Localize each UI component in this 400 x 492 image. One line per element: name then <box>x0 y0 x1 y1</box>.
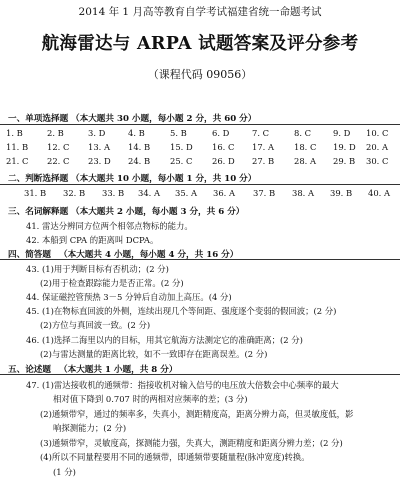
divider <box>0 184 400 185</box>
section-name: 五、论述题 <box>8 365 51 375</box>
section-note: （本大题共 1 小题，共 8 分） <box>59 365 178 375</box>
answer-cell: 26. D <box>212 156 235 166</box>
answer-cell: 27. B <box>252 156 275 166</box>
answer-cell: 13. A <box>88 142 111 152</box>
answer-cell: 9. D <box>333 128 351 138</box>
mc-answer-row <box>4 142 396 156</box>
answer-cell: 12. C <box>47 142 70 152</box>
answer-line: 47. (1)雷达接收机的通频带：指接收机对输入信号的电压放大倍数会中心频率的最大 <box>26 380 339 390</box>
document-title: 航海雷达与 ARPA 试题答案及评分参考 <box>41 34 359 54</box>
section-name: 四、简答题 <box>8 250 51 260</box>
answer-cell: 10. C <box>366 128 389 138</box>
answer-cell: 35. A <box>175 188 198 198</box>
section-definitions-heading <box>8 205 244 217</box>
answer-cell: 28. A <box>294 156 317 166</box>
section-note: （本大题共 10 小题，每小题 1 分，共 10 分） <box>71 174 257 184</box>
answer-line: (1 分) <box>53 467 76 477</box>
section-note: （本大题共 30 小题，每小题 2 分，共 60 分） <box>71 114 257 124</box>
answer-cell: 19. D <box>333 142 356 152</box>
answer-cell: 18. C <box>294 142 317 152</box>
answer-cell: 20. A <box>366 142 389 152</box>
answer-cell: 39. B <box>330 188 353 198</box>
answer-cell: 33. B <box>102 188 125 198</box>
answer-line: 43. (1)用于判断目标有否机动；(2 分) <box>26 264 169 274</box>
answer-line: 45. (1)在物标直回波的外侧，连续出现几个等间距、强度逐个变弱的假回波；(2 分) <box>26 306 337 316</box>
answer-cell: 23. D <box>88 156 111 166</box>
answer-line: 41. 雷达分辨同方位两个相邻点物标的能力。 <box>26 221 193 231</box>
section-name: 三、名词解释题 <box>8 207 69 217</box>
section-multiple-choice-heading <box>8 112 256 124</box>
answer-cell: 37. B <box>253 188 276 198</box>
answer-line: 44. 保证磁控管预热 3－5 分钟后自动加上高压。(4 分) <box>26 292 232 302</box>
answer-line: 46. (1)选择二海里以内的目标，用其它航海方法测定它的准确距离；(2 分) <box>26 335 303 345</box>
answer-cell: 29. B <box>333 156 356 166</box>
section-note: （本大题共 4 小题，每小题 4 分，共 16 分） <box>59 250 239 260</box>
answer-line: (3)通频带窄，灵敏度高，探测能力强，失真大，测距精度和距离分辨力差；(2 分) <box>40 438 343 448</box>
answer-cell: 38. A <box>292 188 315 198</box>
answer-cell: 21. C <box>6 156 29 166</box>
divider <box>0 124 400 125</box>
answer-cell: 36. A <box>213 188 236 198</box>
answer-cell: 2. B <box>47 128 64 138</box>
answer-cell: 31. B <box>24 188 47 198</box>
answer-cell: 3. D <box>88 128 106 138</box>
answer-line: (2)通频带窄，通过的频率多，失真小，测距精度高，距离分辨力高，但灵敏度低，影 <box>40 409 354 419</box>
mc-answer-row <box>4 128 396 142</box>
section-name: 二、判断选择题 <box>8 174 69 184</box>
section-note: （本大题共 2 小题，每小题 3 分，共 6 分） <box>71 207 245 217</box>
divider <box>0 374 400 375</box>
answer-line: (2)与雷达测量的距离比较，如不一致即存在距离误差。(2 分) <box>40 349 268 359</box>
course-code: （课程代码 09056） <box>147 68 253 81</box>
answer-cell: 7. C <box>252 128 270 138</box>
answer-line: 相对值下降到 0.707 时的两相对应频率的差；(3 分) <box>53 394 248 404</box>
answer-cell: 4. B <box>128 128 145 138</box>
answer-line: 响探测能力；(2 分) <box>53 423 127 433</box>
divider <box>0 259 400 260</box>
answer-cell: 22. C <box>47 156 70 166</box>
answer-cell: 14. B <box>128 142 151 152</box>
exam-header: 2014 年 1 月高等教育自学考试福建省统一命题考试 <box>78 6 322 18</box>
answer-line: 42. 本船到 CPA 的距离叫 DCPA。 <box>26 235 159 245</box>
answer-cell: 25. C <box>170 156 193 166</box>
answer-line: (2)方位与真回波一致。(2 分) <box>40 320 151 330</box>
answer-cell: 15. D <box>170 142 193 152</box>
answer-cell: 30. C <box>366 156 389 166</box>
mc-answer-row <box>4 156 396 170</box>
answer-cell: 40. A <box>368 188 391 198</box>
section-true-false-heading <box>8 172 256 184</box>
answer-cell: 6. D <box>212 128 230 138</box>
answer-cell: 32. B <box>63 188 86 198</box>
answer-cell: 1. B <box>6 128 23 138</box>
answer-cell: 5. B <box>170 128 187 138</box>
answer-cell: 8. C <box>294 128 312 138</box>
answer-cell: 34. A <box>138 188 161 198</box>
answer-line: (2)用于检查跟踪能力是否正常。(2 分) <box>40 278 184 288</box>
tf-answer-row <box>4 188 396 202</box>
section-name: 一、单项选择题 <box>8 114 69 124</box>
answer-cell: 11. B <box>6 142 29 152</box>
answer-line: (4)所以不同量程要用不同的通频带，即通频带要随量程(脉冲宽度)转换。 <box>40 452 310 462</box>
answer-cell: 16. C <box>212 142 235 152</box>
answer-cell: 17. A <box>252 142 275 152</box>
answer-cell: 24. B <box>128 156 151 166</box>
